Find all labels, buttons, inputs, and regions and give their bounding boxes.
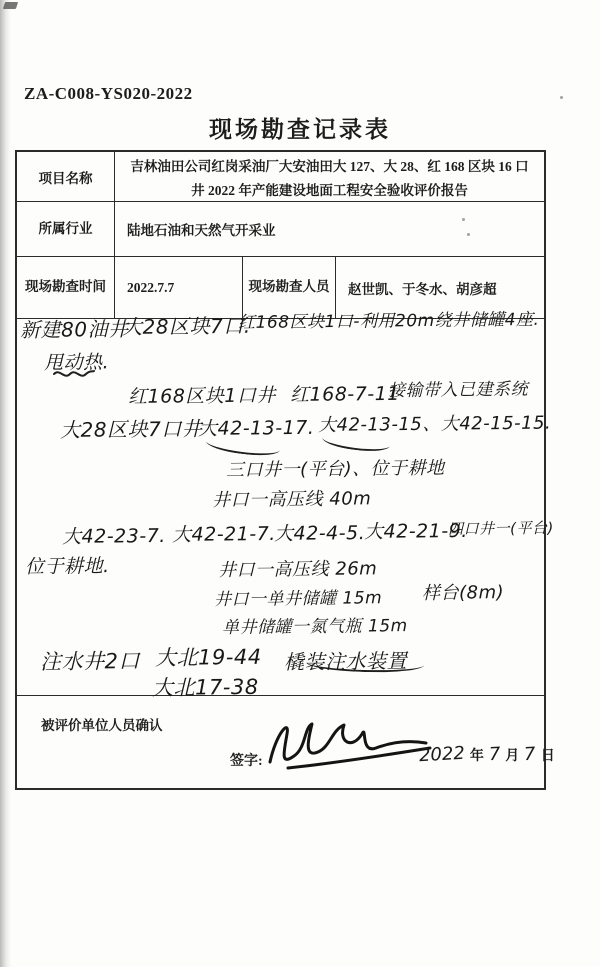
table-row-project (17, 152, 544, 202)
handwritten-line: 四口井一(平台) (447, 518, 554, 538)
page-title: 现场勘查记录表 (209, 117, 391, 142)
handwritten-line: 大42-13-17. (197, 416, 315, 440)
table-row-confirmation (17, 696, 555, 788)
handwritten-line: 三口井一(平台)、位于耕地 (225, 457, 445, 481)
handwritten-line: 大28区块7口井 (59, 416, 203, 442)
date-year-value: 2022 (418, 742, 466, 767)
handwritten-line: 橇装注水装置 (283, 648, 408, 674)
handwritten-line: 接输带入已建系统 (387, 379, 529, 401)
date-day-unit: 日 (540, 749, 555, 764)
handwritten-line: 红168区块1口-利用20m绕井储罐4座. (237, 309, 540, 333)
table-row-industry (17, 202, 544, 257)
handwritten-line: 红168区块1口井 (127, 384, 277, 408)
signature-scrawl (260, 710, 435, 776)
date-month-unit: 月 (505, 749, 520, 764)
scan-edge-shadow (0, 0, 11, 967)
handwritten-line: 井口一高压线 26m (217, 558, 378, 581)
handwritten-line: 井口一单井储罐 15m (213, 588, 383, 610)
handwritten-line: 大28区块7口. (121, 313, 251, 339)
scan-speck (560, 96, 563, 99)
handwritten-line: 单井储罐一氮气瓶 15m (221, 616, 408, 638)
project-name-label: 项目名称 (17, 152, 115, 207)
handwritten-line: 红168-7-11 (289, 382, 400, 406)
handwritten-line: 注水井2口 (39, 648, 141, 674)
handwritten-line: 大42-21-7. (171, 522, 276, 546)
document-number: ZA-C008-YS020-2022 (24, 84, 193, 103)
handwritten-line: 大42-4-5. (273, 522, 366, 545)
handwritten-line: 样台(8m) (421, 582, 505, 604)
scan-smudge (3, 2, 18, 9)
handwritten-line: 井口一高压线 40m (211, 488, 372, 511)
handwritten-line: 大北19-44 (154, 644, 262, 670)
confirmation-label: 被评价单位人员确认 (41, 718, 163, 733)
handwritten-line: 甩动热. (43, 351, 110, 374)
survey-time-label: 现场勘查时间 (17, 257, 115, 318)
handwritten-line: 大42-13-15、大42-15-15. (317, 412, 552, 436)
handwritten-line: 大北17-38 (151, 674, 259, 700)
handwritten-notes-cell (17, 316, 544, 696)
handwritten-line: 大42-23-7. (61, 524, 166, 548)
handwritten-line: 新建80油井 (19, 316, 129, 342)
industry-label: 所属行业 (17, 202, 115, 256)
project-name-value: 吉林油田公司红岗采油厂大安油田大 127、大 28、红 168 区块 16 口井 2022 年产能建设地面工程安全验收评价报告 (130, 159, 529, 199)
date-month-value: 7 (488, 743, 501, 766)
survey-time-value: 2022.7.7 (115, 257, 243, 318)
date-year-unit: 年 (469, 749, 484, 764)
handwritten-line: 大42-21-9. (363, 519, 468, 543)
date-day-value: 7 (523, 743, 537, 766)
survey-people-value: 赵世凯、于冬水、胡彦超 (348, 281, 497, 297)
confirmation-date (419, 744, 555, 765)
survey-people-label: 现场勘查人员 (243, 257, 336, 318)
survey-record-table (15, 150, 555, 790)
signature-label: 签字: (230, 754, 263, 769)
handwritten-line: 位于耕地. (24, 555, 110, 578)
industry-value: 陆地石油和天然气开采业 (127, 223, 276, 238)
table-row-survey (17, 257, 544, 319)
